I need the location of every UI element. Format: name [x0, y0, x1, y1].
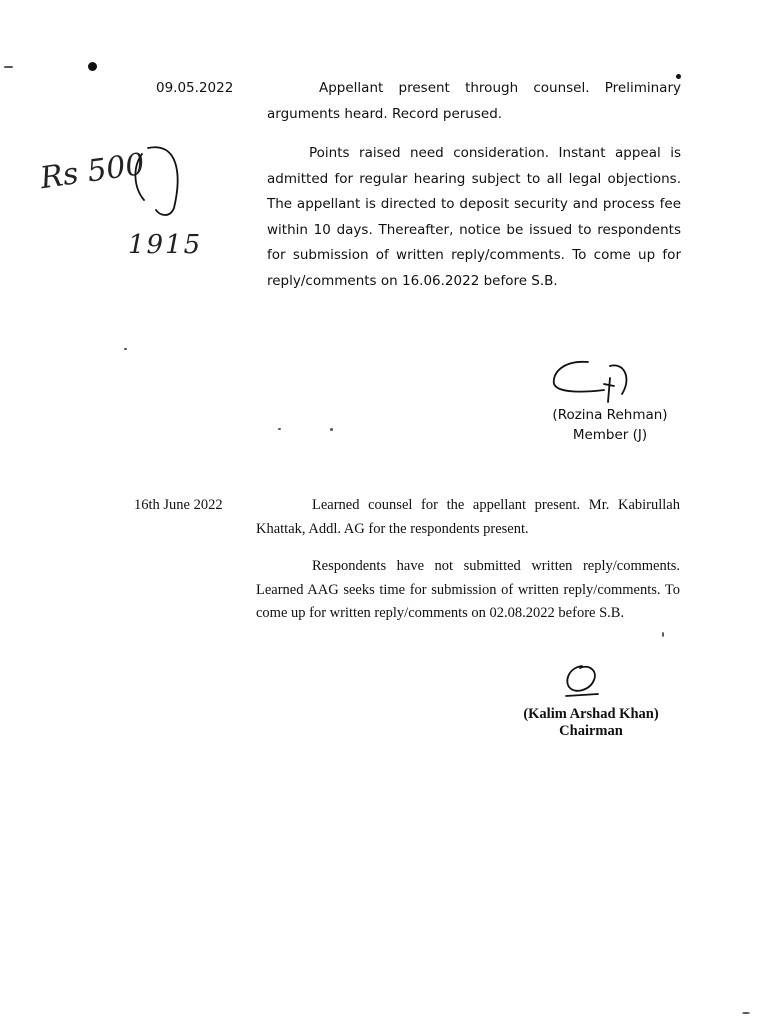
- entry1-signatory-title: Member (J): [572, 427, 648, 443]
- entry2-paragraph-1: Learned counsel for the appellant present. Mr. Kabirullah Khattak, Addl. AG for the respondents present.: [256, 497, 680, 537]
- scan-artifact: [662, 632, 664, 637]
- entry1-paragraph-2: Points raised need consideration. Instant appeal is admitted for regular hearing subject to all legal objections. The appellant is directed to deposit security and process fee within 10 days. Thereafter, notice be issued to respondents for submission of written reply/comments. To come up for reply/comments on 16.06.2022 before S.B.: [267, 145, 681, 289]
- entry2-signatory-name: (Kalim Arshad Khan): [523, 706, 659, 722]
- margin-note-bracket: [118, 144, 188, 224]
- entry1-date: 09.05.2022: [156, 80, 234, 96]
- scan-artifact: [4, 66, 13, 68]
- scan-artifact: [742, 1012, 750, 1014]
- entry2-paragraph-2: Respondents have not submitted written reply/comments. Learned AAG seeks time for submission of written reply/comments. To come up for written reply/comments on 02.08.2022 before S.B.: [256, 558, 680, 621]
- scan-artifact: [330, 428, 333, 431]
- handwritten-margin-note: [38, 144, 203, 274]
- scan-artifact: [278, 428, 281, 430]
- margin-note-number: 1915: [128, 230, 203, 260]
- entry2-date: 16th June 2022: [134, 497, 223, 513]
- entry1-signatory-name: (Rozina Rehman): [552, 407, 668, 423]
- entry1-paragraph-1: Appellant present through counsel. Preliminary arguments heard. Record perused.: [267, 80, 681, 122]
- scan-artifact: [124, 348, 127, 350]
- entry2-signatory-title: Chairman: [559, 723, 623, 739]
- scan-artifact: [88, 62, 97, 71]
- signature-rozina-rehman: [548, 356, 638, 408]
- margin-note-amount: Rs 500: [38, 146, 147, 197]
- signature-kalim-arshad-khan: [562, 662, 602, 700]
